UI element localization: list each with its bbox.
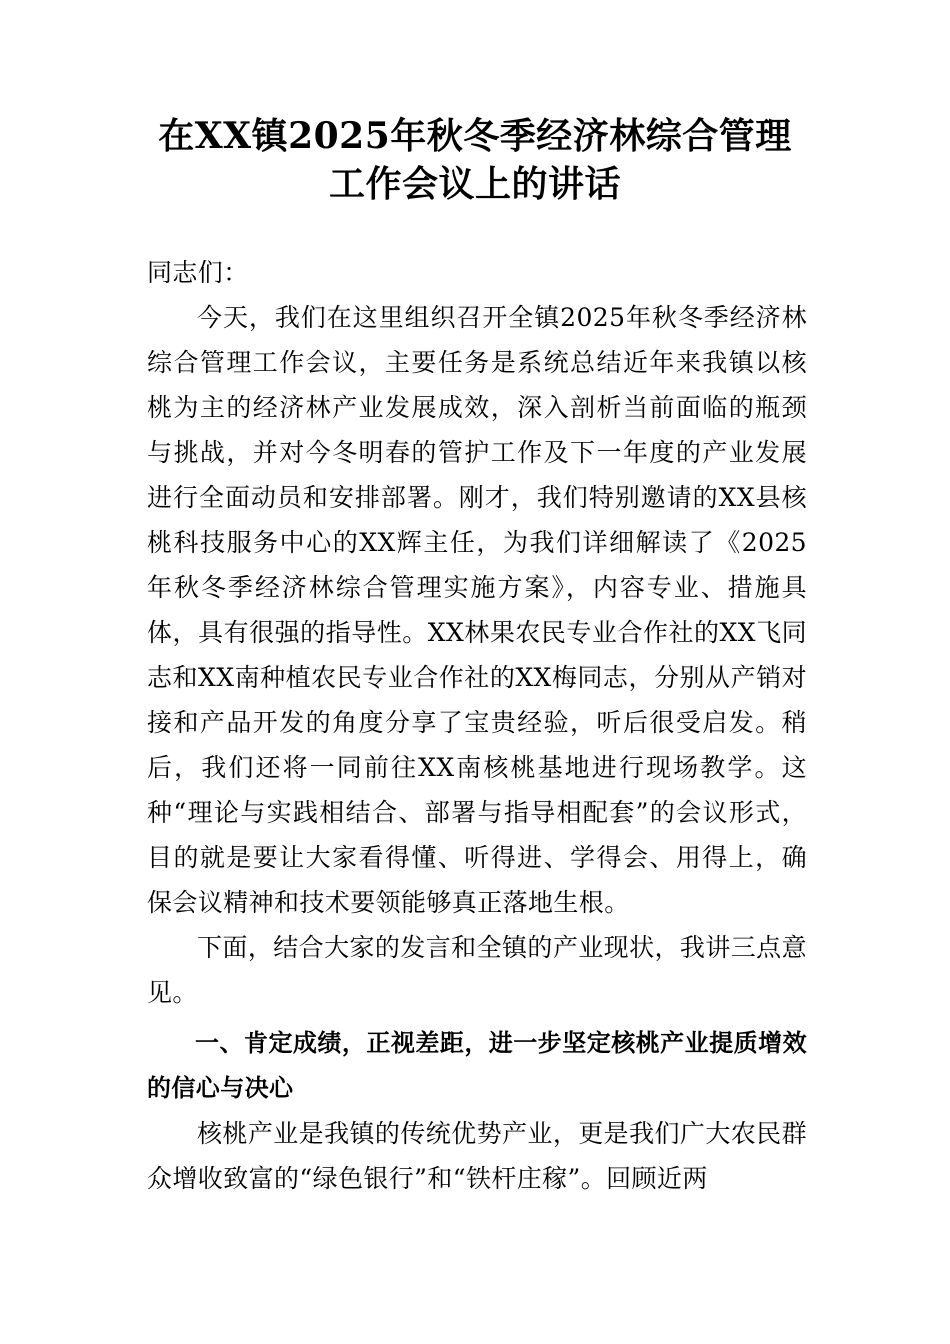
document-title: 在XX镇2025年秋冬季经济林综合管理工作会议上的讲话 xyxy=(158,115,792,205)
document-body xyxy=(147,250,807,1201)
greeting: 同志们： xyxy=(147,258,249,287)
section-heading-1: 一、肯定成绩，正视差距，进一步坚定核桃产业提质增效的信心与决心 xyxy=(147,1029,807,1102)
paragraph-intro: 今天，我们在这里组织召开全镇2025年秋冬季经济林综合管理工作会议，主要任务是系统总结近年来我镇以核桃为主的经济林产业发展成效，深入剖析当前面临的瓶颈与挑战，并对今冬明春的管护工作及下一年度的产业发展进行全面动员和安排部署。刚才，我们特别邀请的XX县核桃科技服务中心的XX辉主任，为我们详细解读了《2025年秋冬季经济林综合管理实施方案》，内容专业、措施具体，具有很强的指导性。XX林果农民专业合作社的XX飞同志和XX南种植农民专业合作社的XX梅同志，分别从产销对接和产品开发的角度分享了宝贵经验，听后很受启发。稍后，我们还将一同前往XX南核桃基地进行现场教学。这种“理论与实践相结合、部署与指导相配套”的会议形式，目的就是要让大家看得懂、听得进、学得会、用得上，确保会议精神和技术要领能够真正落地生根。 xyxy=(147,303,807,917)
section-1-paragraph: 核桃产业是我镇的传统优势产业，更是我们广大农民群众增收致富的“绿色银行”和“铁杆庄稼”。回顾近两 xyxy=(147,1119,807,1193)
paragraph-outline: 下面，结合大家的发言和全镇的产业现状，我讲三点意见。 xyxy=(147,933,807,1007)
